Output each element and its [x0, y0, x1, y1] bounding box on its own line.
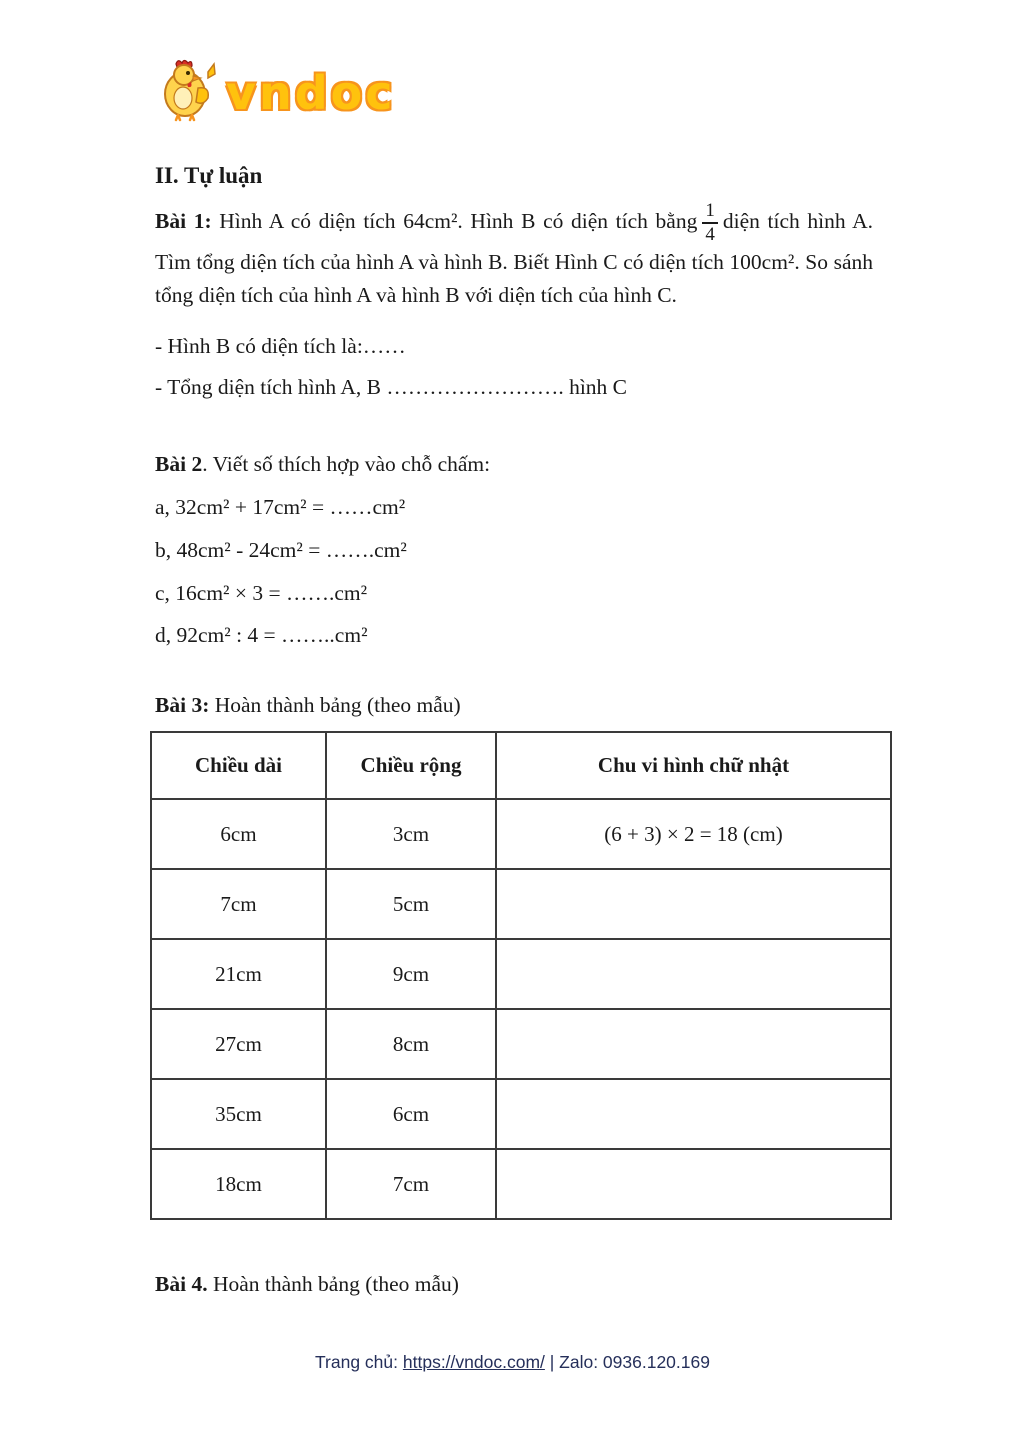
- bai1-answer-line-2: - Tổng diện tích hình A, B ……………………. hình C: [155, 375, 628, 399]
- bai1-answer-line-1: - Hình B có diện tích là:……: [155, 334, 406, 358]
- footer-suffix: | Zalo: 0936.120.169: [544, 1352, 710, 1372]
- cell-length: 21cm: [151, 939, 326, 1009]
- cell-width: 5cm: [326, 869, 496, 939]
- fraction-numerator: 1: [702, 200, 718, 224]
- cell-perimeter: (6 + 3) × 2 = 18 (cm): [496, 799, 891, 869]
- cell-width: 3cm: [326, 799, 496, 869]
- bai1-paragraph: [155, 200, 873, 312]
- bai1-text-before-fraction: Hình A có diện tích 64cm². Hình B có diện tích bằng: [211, 208, 698, 233]
- header-chu-vi: Chu vi hình chữ nhật: [496, 732, 891, 799]
- table-row: [151, 939, 891, 1009]
- fraction-denominator: 4: [705, 223, 715, 245]
- table-row: [151, 1009, 891, 1079]
- cell-length: 27cm: [151, 1009, 326, 1079]
- cell-perimeter: [496, 1009, 891, 1079]
- bai4-title-text: Hoàn thành bảng (theo mẫu): [207, 1272, 459, 1296]
- bai3-title-text: Hoàn thành bảng (theo mẫu): [209, 693, 461, 717]
- bai2-item-c: c, 16cm² × 3 = …….cm²: [155, 581, 368, 605]
- homepage-link[interactable]: https://vndoc.com/: [402, 1352, 545, 1372]
- cell-width: 9cm: [326, 939, 496, 1009]
- header-chieu-rong: Chiều rộng: [326, 732, 496, 799]
- bai4-label: Bài 4.: [155, 1272, 208, 1296]
- cell-length: 7cm: [151, 869, 326, 939]
- page-footer: [0, 1352, 1025, 1373]
- cell-perimeter: [496, 939, 891, 1009]
- cell-length: 35cm: [151, 1079, 326, 1149]
- vndoc-logo: [158, 58, 396, 127]
- bai2-item-a: a, 32cm² + 17cm² = ……cm²: [155, 495, 406, 519]
- header-chieu-dai: Chiều dài: [151, 732, 326, 799]
- table-row: [151, 799, 891, 869]
- cell-length: 18cm: [151, 1149, 326, 1219]
- bai3-table-container: [150, 731, 892, 1220]
- table-row: [151, 1079, 891, 1149]
- bai3-label: Bài 3:: [155, 693, 210, 717]
- bai2-label: Bài 2: [155, 452, 203, 476]
- bai3-table: [150, 731, 892, 1220]
- bai3-heading: [155, 693, 461, 718]
- cell-perimeter: [496, 1149, 891, 1219]
- bai2-item-d: d, 92cm² : 4 = ……..cm²: [155, 623, 368, 647]
- table-row: [151, 1149, 891, 1219]
- chicken-mascot-icon: [158, 58, 220, 127]
- cell-width: 6cm: [326, 1079, 496, 1149]
- fraction-one-quarter: [702, 200, 718, 246]
- footer-prefix: Trang chủ:: [315, 1352, 403, 1372]
- cell-perimeter: [496, 869, 891, 939]
- bai2-item-b: b, 48cm² - 24cm² = …….cm²: [155, 538, 407, 562]
- bai1-label: Bài 1:: [155, 208, 212, 233]
- cell-perimeter: [496, 1079, 891, 1149]
- cell-width: 7cm: [326, 1149, 496, 1219]
- cell-width: 8cm: [326, 1009, 496, 1079]
- bai4-heading: [155, 1272, 459, 1297]
- table-row: [151, 869, 891, 939]
- table-header-row: [151, 732, 891, 799]
- section-heading: II. Tự luận: [155, 163, 263, 188]
- cell-length: 6cm: [151, 799, 326, 869]
- vndoc-logo-text: vndoc: [226, 65, 396, 120]
- bai2-heading: [155, 452, 490, 477]
- bai1-text-after-fraction: diện tích hình A. Tìm tổng diện tích của hình A và hình B. Biết Hình C có diện tích 100cm². So sánh tổng diện tích của hình A và hình B với diện tích của hình C.: [155, 208, 873, 307]
- bai2-title-text: . Viết số thích hợp vào chỗ chấm:: [202, 452, 491, 476]
